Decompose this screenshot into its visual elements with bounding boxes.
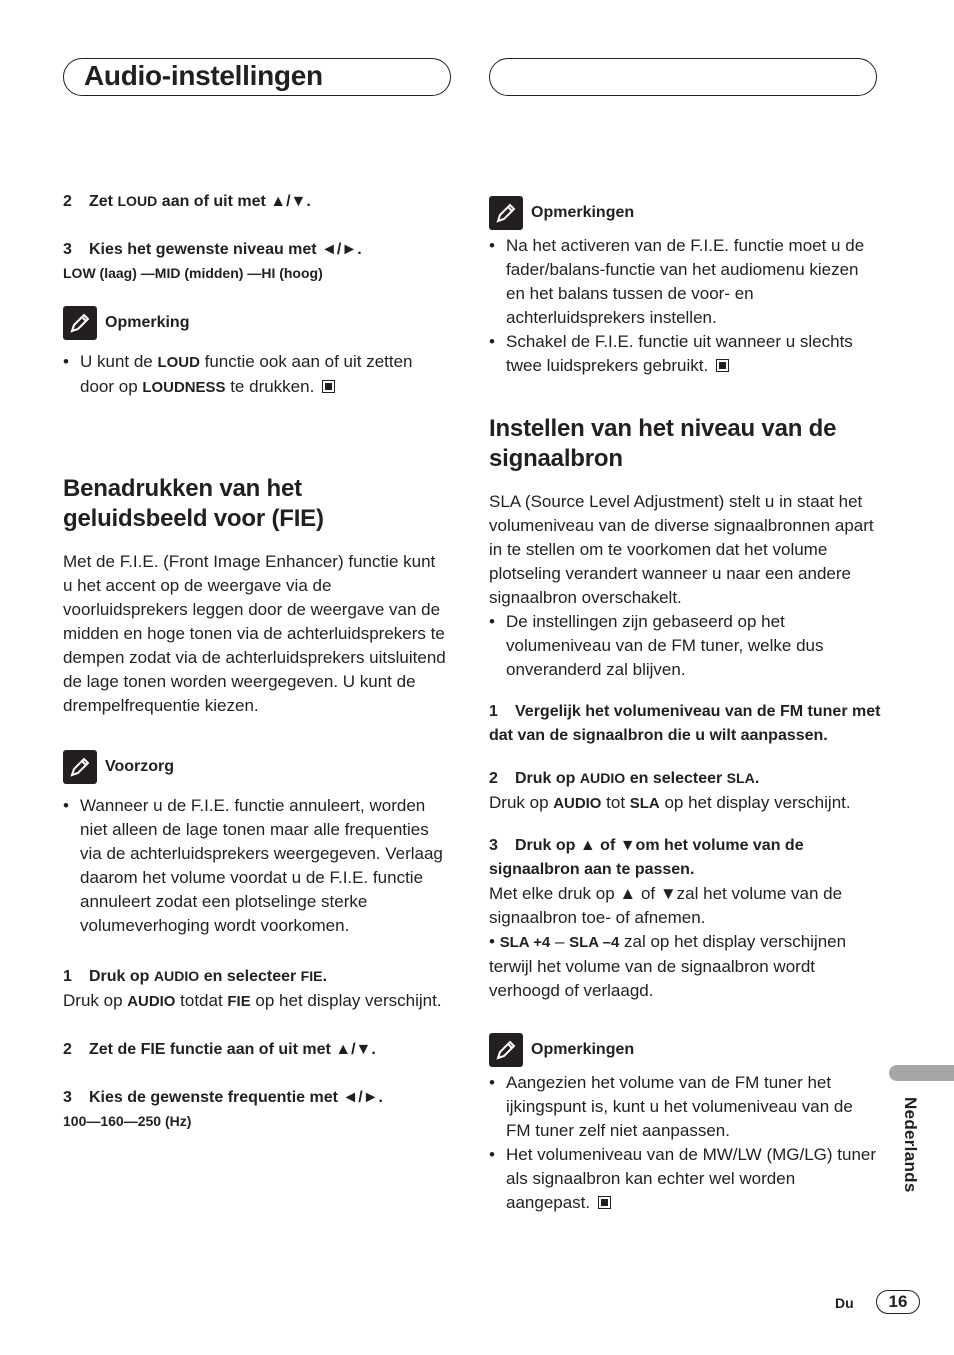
page-number: 16	[876, 1290, 920, 1314]
step-fie-select-desc: Druk op AUDIO totdat FIE op het display verschijnt.	[63, 991, 442, 1010]
caution-label: Voorzorg	[105, 758, 175, 775]
section-heading-sla: Instellen van het niveau van de signaalbron	[489, 415, 837, 472]
note-loud	[63, 306, 448, 400]
language-tab-marker	[889, 1065, 954, 1081]
notes-sla	[489, 1033, 881, 1215]
header-right-frame	[489, 58, 877, 96]
step-sla-compare: 1 Vergelijk het volumeniveau van de FM tuner met dat van de signaalbron die u wilt aanpassen.	[489, 703, 881, 744]
caution-text: • Wanneer u de F.I.E. functie annuleert, worden niet alleen de lage tonen maar alle frequenties via de achterluidsprekers weergegeven. Verlaag daarom het volume voordat u de F.I.E. functie annuleert zodat een plotselinge sterke volumeverhoging wordt voorkomen.	[63, 796, 443, 935]
end-mark-icon	[598, 1196, 611, 1209]
right-column	[489, 196, 881, 1215]
caution-pencil-icon	[63, 750, 97, 784]
caution-fie	[63, 750, 448, 938]
step-fie-frequency: 3 Kies de gewenste frequentie met ◄/►.	[63, 1089, 383, 1106]
step-loud: 2 Zet LOUD aan of uit met ▲/▼.	[63, 193, 311, 210]
left-column	[63, 189, 448, 1132]
notes-sla-item-2: • Het volumeniveau van de MW/LW (MG/LG) tuner als signaalbron kan echter wel worden aangepast.	[489, 1145, 877, 1212]
notes-pencil-icon	[489, 1033, 523, 1067]
section-heading-fie: Benadrukken van het geluidsbeeld voor (FIE)	[63, 475, 324, 532]
note-pencil-icon	[63, 306, 97, 340]
step-sla-adjust-desc: Met elke druk op ▲ of ▼zal het volume van de signaalbron toe- of afnemen.	[489, 884, 843, 927]
notes-label: Opmerkingen	[531, 204, 635, 221]
step-loud-level: 3 Kies het gewenste niveau met ◄/►.	[63, 241, 362, 258]
fie-frequencies: 100—160—250 (Hz)	[63, 1113, 192, 1129]
loud-levels: LOW (laag) —MID (midden) —HI (hoog)	[63, 265, 323, 281]
step-sla-select: 2 Druk op AUDIO en selecteer SLA.	[489, 770, 760, 787]
notes-sla-item-1: • Aangezien het volume van de FM tuner het ijkingspunt is, kunt u het volumeniveau van de FM tuner zelf niet aanpassen.	[489, 1073, 853, 1140]
step-sla-select-desc: Druk op AUDIO tot SLA op het display verschijnt.	[489, 793, 851, 812]
footer-language-code: Du	[835, 1295, 854, 1311]
end-mark-icon	[322, 380, 335, 393]
step-fie-select: 1 Druk op AUDIO en selecteer FIE.	[63, 968, 328, 985]
language-side-label: Nederlands	[901, 1097, 920, 1193]
fie-intro: Met de F.I.E. (Front Image Enhancer) functie kunt u het accent op de weergave via de voorluidsprekers leggen door de weergave van de midden en hoge tonen via de achterluidsprekers te dempen zodat via de achterluidsprekers uitsluitend de lage tonen worden weergegeven. U kunt de drempelfrequentie kiezen.	[63, 552, 446, 715]
note-loud-text: • U kunt de LOUD functie ook aan of uit zetten door op LOUDNESS te drukken.	[63, 352, 413, 396]
note-label: Opmerking	[105, 314, 190, 331]
page-title: Audio-instellingen	[84, 60, 323, 91]
sla-intro-bullet: • De instellingen zijn gebaseerd op het volumeniveau van de FM tuner, welke dus onveranderd zal blijven.	[489, 612, 824, 679]
notes-pencil-icon	[489, 196, 523, 230]
sla-intro: SLA (Source Level Adjustment) stelt u in staat het volumeniveau van de diverse signaalbronnen apart in te stellen om te voorkomen dat het volume plotseling verandert wanneer u naar een andere signaalbron overschakelt.	[489, 492, 874, 607]
notes-fie	[489, 196, 881, 378]
notes-fie-item-2: • Schakel de F.I.E. functie uit wanneer u slechts twee luidsprekers gebruikt.	[489, 332, 853, 375]
notes-fie-item-1: • Na het activeren van de F.I.E. functie moet u de fader/balans-functie van het audiomenu kiezen en het balans tussen de voor- en achterluidsprekers instellen.	[489, 236, 865, 327]
end-mark-icon	[716, 359, 729, 372]
step-sla-adjust-bullet: • SLA +4 – SLA –4 zal op het display verschijnen terwijl het volume van de signaalbron wordt verhoogd of verlaagd.	[489, 932, 847, 1000]
step-fie-toggle: 2 Zet de FIE functie aan of uit met ▲/▼.	[63, 1041, 376, 1058]
step-sla-adjust: 3 Druk op ▲ of ▼om het volume van de signaalbron aan te passen.	[489, 837, 804, 878]
notes-label: Opmerkingen	[531, 1041, 635, 1058]
